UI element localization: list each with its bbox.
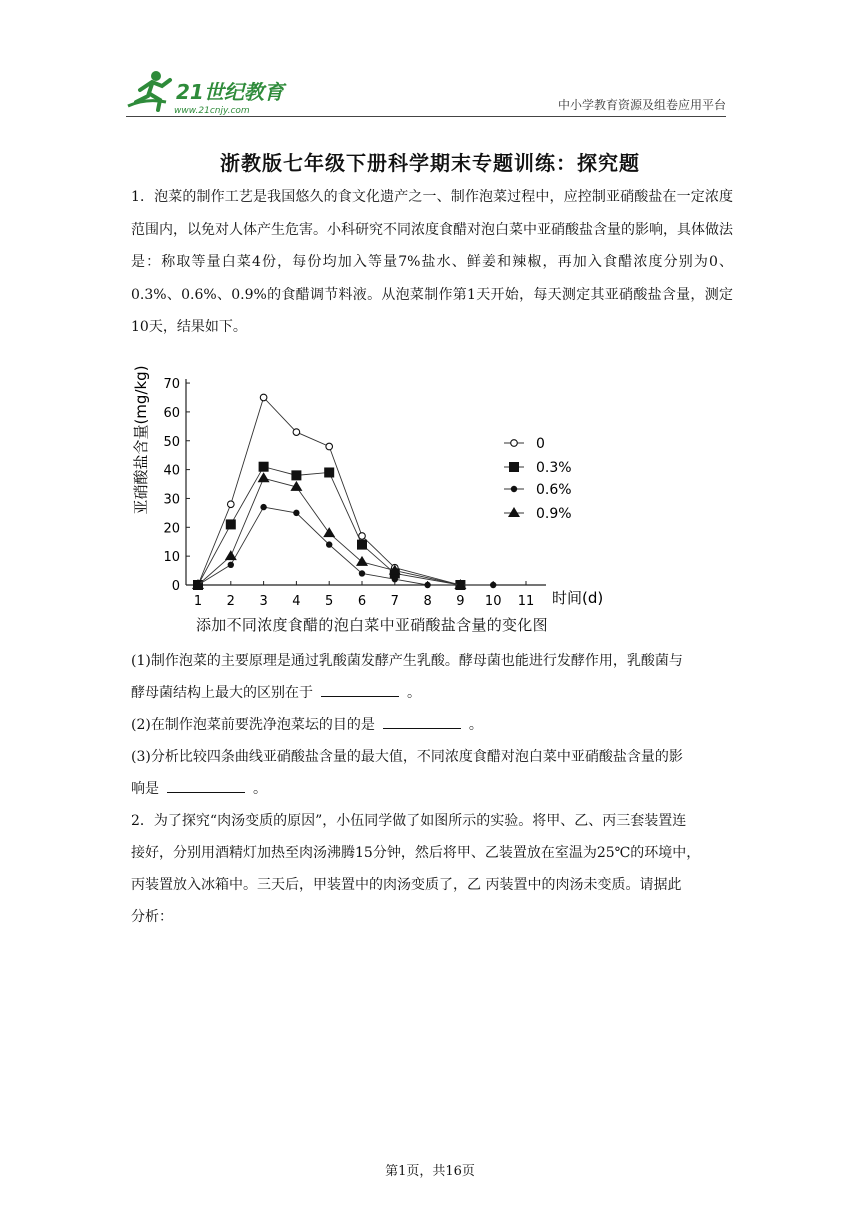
data-point	[228, 562, 234, 568]
data-point	[392, 576, 398, 582]
question-2-line1: 2．为了探究“肉汤变质的原因”，小伍同学做了如图所示的实验。将甲、乙、丙三套装置连	[131, 813, 687, 829]
page-title: 浙教版七年级下册科学期末专题训练：探究题	[220, 151, 640, 175]
legend-item	[504, 460, 572, 476]
y-tick-label: 0	[171, 579, 180, 594]
x-tick-label: 11	[517, 594, 535, 609]
y-tick-label: 40	[163, 463, 180, 479]
q1-sub1-end: 。	[407, 685, 421, 701]
answer-blank-1[interactable]	[321, 682, 399, 697]
data-point	[324, 467, 334, 477]
data-point	[326, 443, 333, 450]
y-axis-label: 亚硝酸盐含量(mg/kg)	[132, 365, 150, 515]
y-tick-label: 60	[163, 405, 180, 421]
series-line	[198, 467, 460, 585]
q1-sub3-end: 。	[253, 781, 267, 797]
data-point	[228, 501, 235, 508]
y-tick-label: 30	[163, 492, 180, 508]
x-tick-label: 10	[484, 594, 502, 609]
y-tick-label: 70	[163, 377, 180, 393]
data-point	[260, 394, 267, 401]
data-point	[225, 550, 237, 560]
series-line	[198, 507, 493, 585]
platform-name: 中小学教育资源及组卷应用平台	[557, 98, 726, 112]
x-tick-label: 4	[292, 594, 301, 609]
nitrite-line-chart	[128, 362, 618, 640]
legend-item	[504, 482, 572, 498]
x-tick-label: 3	[259, 594, 268, 609]
data-point	[509, 462, 519, 472]
data-point	[260, 504, 266, 510]
q1-sub3-line2	[131, 774, 733, 806]
data-point	[326, 541, 332, 547]
q1-sub3-text: 响是	[131, 781, 159, 797]
legend-label: 0.6%	[536, 482, 572, 498]
question-2-line4: 分析：	[131, 909, 173, 925]
legend-item	[504, 436, 545, 452]
data-point	[357, 540, 367, 550]
q1-sub1-line1: (1)制作泡菜的主要原理是通过乳酸菌发酵产生乳酸。酵母菌也能进行发酵作用，乳酸菌与	[131, 653, 683, 669]
data-point	[424, 582, 430, 588]
legend-label: 0	[536, 436, 545, 452]
logo-text: 21世纪教育	[176, 80, 284, 104]
q1-sub1-line2	[131, 678, 733, 710]
data-point	[490, 582, 496, 588]
page-header	[126, 64, 726, 118]
series-0.3%	[193, 462, 465, 590]
series-0.9%	[192, 472, 466, 589]
answer-blank-2[interactable]	[383, 714, 461, 729]
question-2-line2: 接好，分别用酒精灯加热至肉汤沸腾15分钟，然后将甲、乙装置放在室温为25℃的环境中，	[131, 845, 701, 861]
logo-url: www.21cnjy.com	[174, 106, 250, 116]
q1-sub3-line1: (3)分析比较四条曲线亚硝酸盐含量的最大值，不同浓度食醋对泡白菜中亚硝酸盐含量的影	[131, 749, 683, 765]
data-point	[293, 429, 300, 436]
answer-blank-3[interactable]	[167, 778, 245, 793]
data-point	[508, 507, 520, 517]
series-0.6%	[195, 504, 497, 588]
question-2-line3: 丙装置放入冰箱中。三天后，甲装置中的肉汤变质了，乙 丙装置中的肉汤未变质。请据此	[131, 877, 682, 893]
header-divider	[126, 116, 726, 117]
data-point	[226, 519, 236, 529]
page-footer: 第1页，共16页	[385, 1164, 475, 1179]
y-tick-label: 50	[163, 434, 180, 450]
data-point	[359, 533, 366, 540]
q1-sub2	[131, 710, 733, 742]
data-point	[356, 556, 368, 566]
x-tick-label: 1	[193, 594, 203, 609]
y-tick-label: 10	[163, 550, 180, 566]
q1-sub2-end: 。	[468, 717, 483, 733]
data-point	[323, 527, 335, 537]
x-tick-label: 6	[357, 594, 367, 609]
x-tick-label: 9	[456, 594, 465, 609]
y-tick-label: 20	[163, 521, 180, 537]
legend-label: 0.3%	[536, 460, 572, 476]
x-tick-label: 5	[325, 594, 334, 609]
series-line	[198, 397, 460, 585]
data-point	[291, 470, 301, 480]
question-1-intro: 1．泡菜的制作工艺是我国悠久的食文化遗产之一、制作泡菜过程中，应控制亚硝酸盐在一定浓度范围内，以免对人体产生危害。小科研究不同浓度食醋对泡白菜中亚硝酸盐含量的影响，具体做法是：称取等量白菜4份，每份均加入等量7%盐水、鲜姜和辣椒，再加入食醋浓度分别为0、0.3%、0.6%、0.9%的食醋调节料液。从泡菜制作第1天开始，每天测定其亚硝酸盐含量，测定10天，结果如下。	[131, 189, 733, 336]
chart-title: 添加不同浓度食醋的泡白菜中亚硝酸盐含量的变化图	[196, 616, 548, 634]
runner-icon	[128, 71, 170, 110]
legend-label: 0.9%	[536, 506, 572, 522]
legend-item	[504, 506, 572, 522]
x-tick-label: 7	[390, 594, 399, 609]
x-tick-label: 2	[226, 594, 235, 609]
data-point	[293, 510, 299, 516]
q1-sub2-text: (2)在制作泡菜前要洗净泡菜坛的目的是	[131, 717, 375, 733]
data-point	[511, 440, 518, 447]
q1-sub1-text: 酵母菌结构上最大的区别在于	[131, 685, 313, 701]
x-axis-label: 时间(d)	[552, 589, 604, 607]
data-point	[359, 570, 365, 576]
site-logo	[126, 68, 296, 116]
x-tick-label: 8	[423, 594, 432, 609]
data-point	[259, 462, 269, 472]
data-point	[511, 486, 517, 492]
